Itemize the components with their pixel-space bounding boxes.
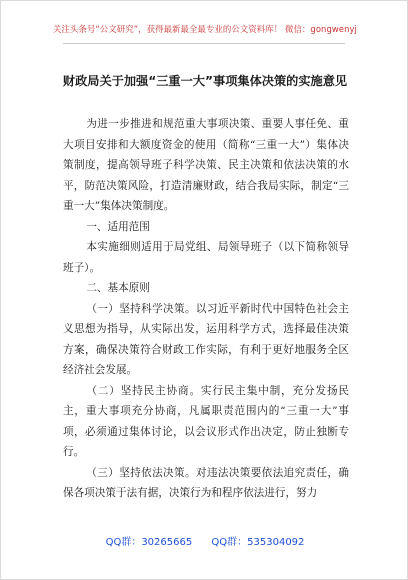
footer-qq-group-1: QQ群：30265665	[105, 537, 193, 548]
footer-qq-group-2: QQ群：535304092	[211, 537, 305, 548]
header-divider	[63, 43, 345, 44]
document-title: 财政局关于加强“三重一大”事项集体决策的实施意见	[62, 74, 348, 88]
scope-paragraph: 本实施细则适用于局党组、局领导班子（以下简称领导班子）。	[63, 241, 349, 274]
principle-scientific-paragraph: （一）坚持科学决策。以习近平新时代中国特色社会主义思想为指导，从实际出发，运用科学方式，选择最佳决策方案，确保决策符合财政工作实际，有利于更好地服务全区经济社会发展。	[63, 302, 349, 376]
document-body	[63, 114, 349, 504]
principle-legal-paragraph: （三）坚持依法决策。对违法决策要依法追究责任，确保各项决策于法有据，决策行为和程序依法进行，努力	[63, 466, 349, 499]
section-heading-principles: 二、基本原则	[86, 282, 150, 294]
principle-democratic-paragraph: （二）坚持民主协商。实行民主集中制，充分发扬民主，重大事项充分协商，凡属职责范围内的“三重一大”事项，必须通过集体讨论，以会议形式作出决定，防止独断专行。	[63, 384, 349, 458]
header-notice: 关注头条号“公文研究”，获得最新最全最专业的公文资料库！ 微信：gongwenyj	[53, 24, 357, 34]
footer-contacts	[1, 533, 408, 548]
section-heading-scope: 一、适用范围	[86, 220, 150, 233]
intro-paragraph: 为进一步推进和规范重大事项决策、重要人事任免、重大项目安排和大额度资金的使用（简称“三重一大”）集体决策制度，提高领导班子科学决策、民主决策和依法决策的水平，防范决策风险，打造清廉财政，结合我局实际，制定“三重一大”集体决策制度。	[63, 118, 349, 212]
